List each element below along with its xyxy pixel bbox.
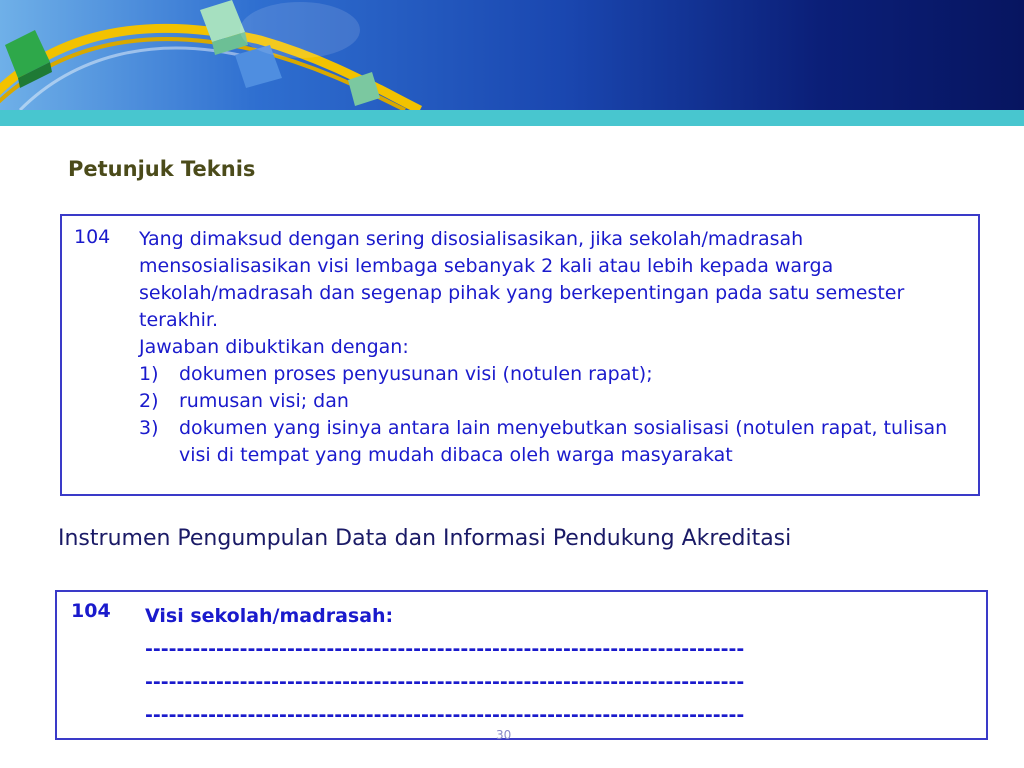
instrument-box <box>55 590 988 740</box>
header-stripe <box>0 110 1024 126</box>
answer-line: ---------------------------------------------------------------------------- <box>145 671 745 693</box>
page-number: 30 <box>496 728 512 742</box>
list-marker: 2) <box>139 390 159 412</box>
instrument-label: Visi sekolah/madrasah: <box>145 605 394 627</box>
item-number: 104 <box>71 600 111 622</box>
technical-guide-box <box>60 214 980 496</box>
list-marker: 3) <box>139 417 159 439</box>
guide-paragraph: Yang dimaksud dengan sering disosialisasikan, jika sekolah/madrasah mensosialisasikan visi lembaga sebanyak 2 kali atau lebih kepada warga sekolah/madrasah dan segenap pihak yang berkepentingan pada satu semester terakhir. <box>139 228 905 331</box>
guide-body <box>139 226 974 469</box>
answer-line: ---------------------------------------------------------------------------- <box>145 704 745 726</box>
list-item <box>139 415 974 469</box>
list-item <box>139 388 974 415</box>
slide-title: Petunjuk Teknis <box>68 157 256 181</box>
evidence-intro: Jawaban dibuktikan dengan: <box>139 336 409 358</box>
list-marker: 1) <box>139 363 159 385</box>
item-number: 104 <box>74 226 111 248</box>
list-item-text: dokumen yang isinya antara lain menyebutkan sosialisasi (notulen rapat, tulisan visi di tempat yang mudah dibaca oleh warga masyarakat <box>179 417 948 466</box>
list-item-text: rumusan visi; dan <box>179 390 349 412</box>
answer-line: ---------------------------------------------------------------------------- <box>145 638 745 660</box>
header-banner <box>0 0 1024 110</box>
section-subtitle: Instrumen Pengumpulan Data dan Informasi Pendukung Akreditasi <box>58 526 792 551</box>
list-item-text: dokumen proses penyusunan visi (notulen rapat); <box>179 363 653 385</box>
instrument-body <box>145 600 975 732</box>
list-item <box>139 361 974 388</box>
banner-artwork <box>0 0 1024 110</box>
